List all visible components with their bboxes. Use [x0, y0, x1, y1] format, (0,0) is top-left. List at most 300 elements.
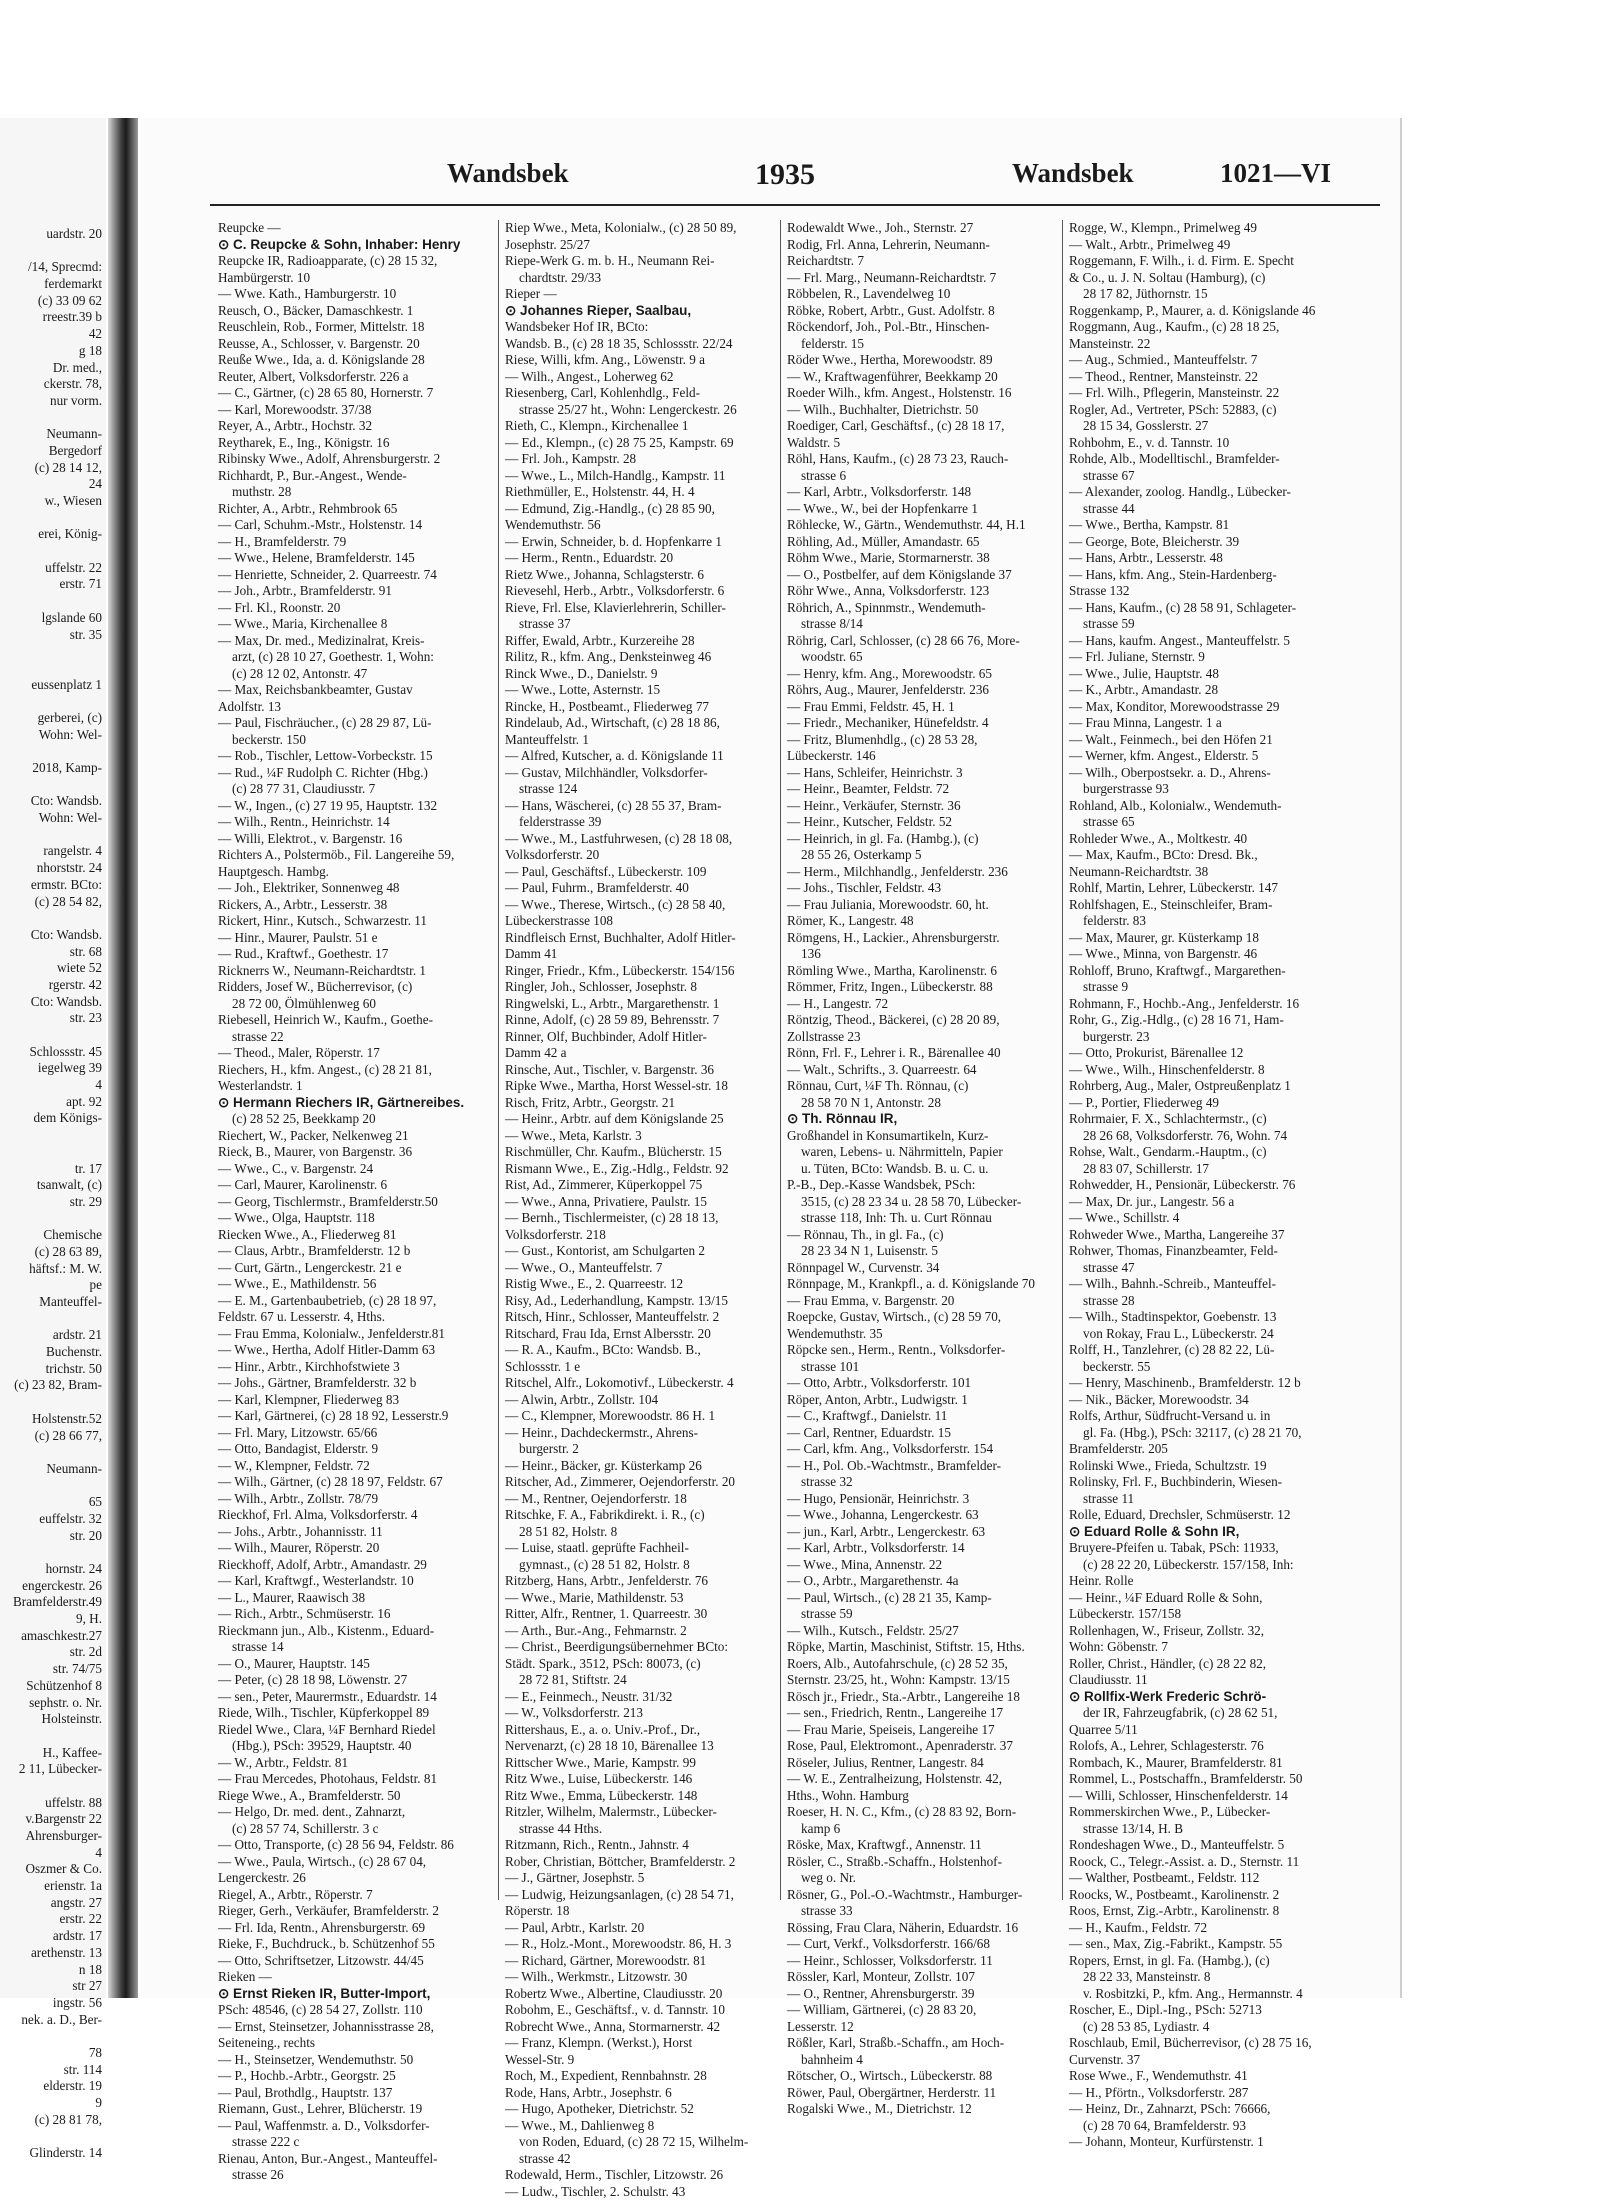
directory-line: — Nik., Bäcker, Morewoodstr. 34	[1069, 1392, 1347, 1409]
directory-line: — Otto, Transporte, (c) 28 56 94, Feldstr. 86	[218, 1837, 496, 1854]
directory-line: Ritzler, Wilhelm, Malermstr., Lübecker-	[505, 1804, 783, 1821]
directory-line: (c) 28 53 85, Lydiastr. 4	[1069, 2019, 1347, 2036]
directory-line: Reupcke IR, Radioapparate, (c) 28 15 32,	[218, 253, 496, 270]
directory-line: — P., Portier, Fliederweg 49	[1069, 1095, 1347, 1112]
directory-line: Rober, Christian, Böttcher, Bramfelderstr. 2	[505, 1854, 783, 1871]
directory-line: — Hans, Arbtr., Lesserstr. 48	[1069, 550, 1347, 567]
directory-line: Rohrmaier, F. X., Schlachtermstr., (c)	[1069, 1111, 1347, 1128]
directory-line: Rievesehl, Herb., Arbtr., Volksdorferstr. 6	[505, 583, 783, 600]
previous-page-fragment: str. 74/75	[0, 1661, 102, 1678]
directory-line: Rinck Wwe., D., Danielstr. 9	[505, 666, 783, 683]
directory-line: strasse 37	[505, 616, 783, 633]
directory-line: — Wilh., Gärtner, (c) 28 18 97, Feldstr. 67	[218, 1474, 496, 1491]
directory-line: — Hinr., Maurer, Paulstr. 51 e	[218, 930, 496, 947]
directory-line: Rittershaus, E., a. o. Univ.-Prof., Dr.,	[505, 1722, 783, 1739]
directory-line: — Wwe., Therese, Wirtsch., (c) 28 58 40,	[505, 897, 783, 914]
directory-line: — Heinr., Schlosser, Volksdorferstr. 11	[787, 1953, 1065, 1970]
directory-line: — Johann, Monteur, Kurfürstenstr. 1	[1069, 2134, 1347, 2151]
directory-line: — Hugo, Apotheker, Dietrichstr. 52	[505, 2101, 783, 2118]
directory-line: Robohm, E., Geschäftsf., v. d. Tannstr. 10	[505, 2002, 783, 2019]
directory-line: Rieckmann jun., Alb., Kistenm., Eduard-	[218, 1623, 496, 1640]
directory-line: Riechers, H., kfm. Angest., (c) 28 21 81,	[218, 1062, 496, 1079]
directory-line: — H., Pol. Ob.-Wachtmstr., Bramfelder-	[787, 1458, 1065, 1475]
directory-line: 28 72 81, Stiftstr. 24	[505, 1672, 783, 1689]
directory-line: Seiteneing., rechts	[218, 2035, 496, 2052]
previous-page-fragment: arethenstr. 13	[0, 1945, 102, 1962]
previous-page-fragment: rreestr.39 b	[0, 309, 102, 326]
previous-page-fragment: Oszmer & Co.	[0, 1861, 102, 1878]
directory-line: 136	[787, 946, 1065, 963]
directory-line: Roocks, W., Postbeamt., Karolinenstr. 2	[1069, 1887, 1347, 1904]
directory-line: — Gustav, Milchhändler, Volksdorfer-	[505, 765, 783, 782]
previous-page-fragment	[0, 1311, 102, 1328]
previous-page-fragment: ingstr. 56	[0, 1995, 102, 2012]
directory-line: strasse 44	[1069, 501, 1347, 518]
directory-line: Riede, Wilh., Tischler, Küpferkoppel 89	[218, 1705, 496, 1722]
directory-line: — Alexander, zoolog. Handlg., Lübecker-	[1069, 484, 1347, 501]
directory-line: Heinr. Rolle	[1069, 1573, 1347, 1590]
directory-line: Hths., Wohn. Hamburg	[787, 1788, 1065, 1805]
directory-line: Quarree 5/11	[1069, 1722, 1347, 1739]
previous-page-fragment: Ahrensburger-	[0, 1828, 102, 1845]
directory-line: Reuße Wwe., Ida, a. d. Königslande 28	[218, 352, 496, 369]
directory-line: Reuter, Albert, Volksdorferstr. 226 a	[218, 369, 496, 386]
directory-line: Rodewaldt Wwe., Joh., Sternstr. 27	[787, 220, 1065, 237]
previous-page-fragment	[0, 410, 102, 427]
directory-line: — W., Arbtr., Feldstr. 81	[218, 1755, 496, 1772]
directory-line: bahnheim 4	[787, 2052, 1065, 2069]
header-rule	[210, 204, 1380, 206]
directory-line: Röhl, Hans, Kaufm., (c) 28 73 23, Rauch-	[787, 451, 1065, 468]
directory-line: von Roden, Eduard, (c) 28 72 15, Wilhelm-	[505, 2134, 783, 2151]
directory-line: Ritschard, Frau Ida, Ernst Albersstr. 20	[505, 1326, 783, 1343]
directory-line: Bruyere-Pfeifen u. Tabak, PSch: 11933,	[1069, 1540, 1347, 1557]
directory-line: — Hans, Schleifer, Heinrichstr. 3	[787, 765, 1065, 782]
directory-line: felderstr. 15	[787, 336, 1065, 353]
directory-line: beckerstr. 150	[218, 732, 496, 749]
previous-page-fragment: häftsf.: M. W.	[0, 1261, 102, 1278]
directory-line: Lengerckestr. 26	[218, 1870, 496, 1887]
previous-page-fragment: str. 2d	[0, 1644, 102, 1661]
directory-line: Roscher, E., Dipl.-Ing., PSch: 52713	[1069, 2002, 1347, 2019]
previous-page-fragment: Cto: Wandsb.	[0, 793, 102, 810]
directory-line: — Wwe., Hertha, Adolf Hitler-Damm 63	[218, 1342, 496, 1359]
directory-line: — Alwin, Arbtr., Zollstr. 104	[505, 1392, 783, 1409]
previous-page-fragment	[0, 510, 102, 527]
previous-page-fragment: rangelstr. 4	[0, 843, 102, 860]
directory-line: — Wwe., M., Dahlienweg 8	[505, 2118, 783, 2135]
directory-line: Rollenhagen, W., Friseur, Zollstr. 32,	[1069, 1623, 1347, 1640]
directory-line: Röhlecke, W., Gärtn., Wendemuthstr. 44, H.1	[787, 517, 1065, 534]
directory-line: Röske, Max, Kraftwgf., Annenstr. 11	[787, 1837, 1065, 1854]
directory-line: — Wwe., Lotte, Asternstr. 15	[505, 682, 783, 699]
directory-line: — Paul, Fischräucher., (c) 28 29 87, Lü-	[218, 715, 496, 732]
previous-page-fragment: engerckestr. 26	[0, 1578, 102, 1595]
directory-line: — Paul, Arbtr., Karlstr. 20	[505, 1920, 783, 1937]
directory-line: — Wwe., Bertha, Kampstr. 81	[1069, 517, 1347, 534]
directory-line: — Frl. Marg., Neumann-Reichardtstr. 7	[787, 270, 1065, 287]
directory-line: — Friedr., Mechaniker, Hünefeldstr. 4	[787, 715, 1065, 732]
directory-line: Rincke, H., Postbeamt., Fliederweg 77	[505, 699, 783, 716]
directory-line: Ridders, Josef W., Bücherrevisor, (c)	[218, 979, 496, 996]
directory-line: weg o. Nr.	[787, 1870, 1065, 1887]
previous-page-fragment: elderstr. 19	[0, 2078, 102, 2095]
previous-page-fragment: g 18	[0, 343, 102, 360]
directory-line: — Wilh., Angest., Loherweg 62	[505, 369, 783, 386]
previous-page-fragment: (c) 28 14 12,	[0, 460, 102, 477]
directory-line: P.-B., Dep.-Kasse Wandsbek, PSch:	[787, 1177, 1065, 1194]
directory-line: Rieckhoff, Adolf, Arbtr., Amandastr. 29	[218, 1557, 496, 1574]
previous-page-fragment: n 18	[0, 1962, 102, 1979]
directory-line: Rommerskirchen Wwe., P., Lübecker-	[1069, 1804, 1347, 1821]
directory-line: — E. M., Gartenbaubetrieb, (c) 28 18 97,	[218, 1293, 496, 1310]
directory-line: Rönn, Frl. F., Lehrer i. R., Bärenallee 40	[787, 1045, 1065, 1062]
directory-line: felderstr. 83	[1069, 913, 1347, 930]
directory-line: Ritscher, Ad., Zimmerer, Oejendorferstr. 20	[505, 1474, 783, 1491]
directory-line: — Ernst, Steinsetzer, Johannisstrasse 28,	[218, 2019, 496, 2036]
directory-line: 28 58 70 N 1, Antonstr. 28	[787, 1095, 1065, 1112]
directory-line: Sternstr. 23/25, ht., Wohn: Kampstr. 13/15	[787, 1672, 1065, 1689]
directory-line: — Wilh., Oberpostsekr. a. D., Ahrens-	[1069, 765, 1347, 782]
previous-page-fragment: hornstr. 24	[0, 1561, 102, 1578]
directory-line: — Max, Dr. jur., Langestr. 56 a	[1069, 1194, 1347, 1211]
directory-line: — Paul, Wirtsch., (c) 28 21 35, Kamp-	[787, 1590, 1065, 1607]
directory-line: Röpke, Martin, Maschinist, Stiftstr. 15, Hths.	[787, 1639, 1065, 1656]
previous-page-fragment	[0, 2128, 102, 2145]
directory-line: — C., Gärtner, (c) 28 65 80, Hornerstr. 7	[218, 385, 496, 402]
directory-line: strasse 28	[1069, 1293, 1347, 1310]
directory-line: Roeser, H. N. C., Kfm., (c) 28 83 92, Born-	[787, 1804, 1065, 1821]
directory-line: Röntzig, Theod., Bäckerei, (c) 28 20 89,	[787, 1012, 1065, 1029]
directory-line: Rickert, Hinr., Kutsch., Schwarzestr. 11	[218, 913, 496, 930]
directory-line: Zollstrasse 23	[787, 1029, 1065, 1046]
directory-line: Rist, Ad., Zimmerer, Küperkoppel 75	[505, 1177, 783, 1194]
directory-line: Rodewald, Herm., Tischler, Litzowstr. 26	[505, 2167, 783, 2184]
directory-line: Rieper —	[505, 286, 783, 303]
directory-line: — George, Bote, Bleicherstr. 39	[1069, 534, 1347, 551]
directory-line: — Johs., Tischler, Feldstr. 43	[787, 880, 1065, 897]
previous-page-fragment: Cto: Wandsb.	[0, 994, 102, 1011]
directory-line: — C., Kraftwgf., Danielstr. 11	[787, 1408, 1065, 1425]
directory-line: — Bernh., Tischlermeister, (c) 28 18 13,	[505, 1210, 783, 1227]
previous-page-fragment: 2018, Kamp-	[0, 760, 102, 777]
directory-line: — Curt, Gärtn., Lengerckestr. 21 e	[218, 1260, 496, 1277]
previous-page-fragment	[0, 910, 102, 927]
directory-line: — Aug., Schmied., Manteuffelstr. 7	[1069, 352, 1347, 369]
directory-line: Rieth, C., Klempn., Kirchenallee 1	[505, 418, 783, 435]
previous-page-fragment: nhorststr. 24	[0, 860, 102, 877]
directory-line: Rössler, Karl, Monteur, Zollstr. 107	[787, 1969, 1065, 1986]
directory-line: — Max, Maurer, gr. Küsterkamp 18	[1069, 930, 1347, 947]
previous-page-fragment: amaschkestr.27	[0, 1628, 102, 1645]
previous-page-fragment	[0, 1544, 102, 1561]
previous-page-fragment: pe	[0, 1277, 102, 1294]
directory-line: Ringer, Friedr., Kfm., Lübeckerstr. 154/156	[505, 963, 783, 980]
directory-line: — Wwe., Paula, Wirtsch., (c) 28 67 04,	[218, 1854, 496, 1871]
directory-line: Roediger, Carl, Geschäftsf., (c) 28 18 17,	[787, 418, 1065, 435]
directory-line: Ritter, Alfr., Rentner, 1. Quarreestr. 30	[505, 1606, 783, 1623]
directory-line: Riechert, W., Packer, Nelkenweg 21	[218, 1128, 496, 1145]
previous-page-fragment: str. 23	[0, 1010, 102, 1027]
previous-page-fragment: Cto: Wandsb.	[0, 927, 102, 944]
previous-page-fragment: Bramfelderstr.49	[0, 1594, 102, 1611]
directory-line: Manteuffelstr. 1	[505, 732, 783, 749]
previous-page-fragment: 2 11, Lübecker-	[0, 1761, 102, 1778]
directory-line: der IR, Fahrzeugfabrik, (c) 28 62 51,	[1069, 1705, 1347, 1722]
directory-line: Robertz Wwe., Albertine, Claudiusstr. 20	[505, 1986, 783, 2003]
directory-page	[140, 118, 1402, 1998]
previous-page-fragment: w., Wiesen	[0, 493, 102, 510]
previous-page-fragment: nek. a. D., Ber-	[0, 2012, 102, 2029]
directory-line: Rogalski Wwe., M., Dietrichstr. 12	[787, 2101, 1065, 2118]
directory-line: gl. Fa. (Hbg.), PSch: 32117, (c) 28 21 70,	[1069, 1425, 1347, 1442]
directory-line: — Wwe., Schillstr. 4	[1069, 1210, 1347, 1227]
directory-line: — Otto, Prokurist, Bärenallee 12	[1069, 1045, 1347, 1062]
previous-page-fragment: Neumann-	[0, 426, 102, 443]
directory-line: strasse 118, Inh: Th. u. Curt Rönnau	[787, 1210, 1065, 1227]
directory-line: strasse 47	[1069, 1260, 1347, 1277]
directory-line: — Heinr., Arbtr. auf dem Königslande 25	[505, 1111, 783, 1128]
directory-line: — Heinr., Bäcker, gr. Küsterkamp 26	[505, 1458, 783, 1475]
directory-line: — Max, Kaufm., BCto: Dresd. Bk.,	[1069, 847, 1347, 864]
previous-page-fragment: sephstr. o. Nr.	[0, 1695, 102, 1712]
directory-line: — Frl. Ida, Rentn., Ahrensburgerstr. 69	[218, 1920, 496, 1937]
previous-page-fragment: str. 68	[0, 944, 102, 961]
previous-page-fragment: 9	[0, 2095, 102, 2112]
page-title-left: Wandsbek	[447, 158, 569, 189]
directory-line: — Johs., Gärtner, Bramfelderstr. 32 b	[218, 1375, 496, 1392]
directory-line: — Herm., Rentn., Eduardstr. 20	[505, 550, 783, 567]
previous-page-fragment: 4	[0, 1845, 102, 1862]
directory-line: ⊙ Th. Rönnau IR,	[787, 1111, 1065, 1128]
directory-line: Roeder Wilh., kfm. Angest., Holstenstr. 16	[787, 385, 1065, 402]
directory-line: — W., Volksdorferstr. 213	[505, 1705, 783, 1722]
previous-page-fragment: (c) 23 82, Bram-	[0, 1377, 102, 1394]
previous-page-fragment	[0, 1778, 102, 1795]
directory-line: Hauptgesch. Hambg.	[218, 864, 496, 881]
directory-line: — Otto, Arbtr., Volksdorferstr. 101	[787, 1375, 1065, 1392]
directory-line: — Wwe., Maria, Kirchenallee 8	[218, 616, 496, 633]
previous-page-fragment	[0, 1394, 102, 1411]
directory-line: Wandsb. B., (c) 28 18 35, Schlossstr. 22/24	[505, 336, 783, 353]
previous-page-fragment: ermstr. BCto:	[0, 877, 102, 894]
directory-line: strasse 67	[1069, 468, 1347, 485]
directory-line: Volksdorferstr. 20	[505, 847, 783, 864]
directory-line: ⊙ Ernst Rieken IR, Butter-Import,	[218, 1986, 496, 2003]
directory-line: Röhrs, Aug., Maurer, Jenfelderstr. 236	[787, 682, 1065, 699]
directory-line: Mansteinstr. 22	[1069, 336, 1347, 353]
directory-line: Rindelaub, Ad., Wirtschaft, (c) 28 18 86,	[505, 715, 783, 732]
previous-page-fragment	[0, 543, 102, 560]
directory-line: Riepe-Werk G. m. b. H., Neumann Rei-	[505, 253, 783, 270]
directory-line: — O., Maurer, Hauptstr. 145	[218, 1656, 496, 1673]
directory-line: 28 26 68, Volksdorferstr. 76, Wohn. 74	[1069, 1128, 1347, 1145]
directory-line: strasse 42	[505, 2151, 783, 2168]
directory-line: Wendemuthstr. 56	[505, 517, 783, 534]
directory-line: — O., Arbtr., Margarethenstr. 4a	[787, 1573, 1065, 1590]
directory-line: 3515, (c) 28 23 34 u. 28 58 70, Lübecker-	[787, 1194, 1065, 1211]
directory-line: Rommel, L., Postschaffn., Bramfelderstr. 50	[1069, 1771, 1347, 1788]
directory-line: Reuschlein, Rob., Former, Mittelstr. 18	[218, 319, 496, 336]
directory-line: 28 22 33, Mansteinstr. 8	[1069, 1969, 1347, 1986]
previous-page-fragment: Schützenhof 8	[0, 1678, 102, 1695]
directory-line: Ritz Wwe., Luise, Lübeckerstr. 146	[505, 1771, 783, 1788]
directory-line: — E., Feinmech., Neustr. 31/32	[505, 1689, 783, 1706]
directory-line: — Hans, Wäscherei, (c) 28 55 37, Bram-	[505, 798, 783, 815]
directory-line: — W., Ingen., (c) 27 19 95, Hauptstr. 132	[218, 798, 496, 815]
directory-line: Lesserstr. 12	[787, 2019, 1065, 2036]
directory-line: Rötscher, O., Wirtsch., Lübeckerstr. 88	[787, 2068, 1065, 2085]
directory-line: Roggenkamp, P., Maurer, a. d. Königslande 46	[1069, 303, 1347, 320]
directory-line: — W., Kraftwagenführer, Beekkamp 20	[787, 369, 1065, 386]
directory-line: arzt, (c) 28 10 27, Goethestr. 1, Wohn:	[218, 649, 496, 666]
directory-line: — Otto, Schriftsetzer, Litzowstr. 44/45	[218, 1953, 496, 1970]
previous-page-fragment: gerberei, (c)	[0, 710, 102, 727]
directory-line: — Carl, Maurer, Karolinenstr. 6	[218, 1177, 496, 1194]
directory-line: Roller, Christ., Händler, (c) 28 22 82,	[1069, 1656, 1347, 1673]
page-header	[140, 158, 1400, 198]
directory-line: Rieckhof, Frl. Alma, Volksdorferstr. 4	[218, 1507, 496, 1524]
previous-page-fragment	[0, 643, 102, 660]
previous-page-fragment: Schlossstr. 45	[0, 1044, 102, 1061]
directory-line: Ritschel, Alfr., Lokomotivf., Lübeckerstr. 4	[505, 1375, 783, 1392]
directory-line: — Wwe., Julie, Hauptstr. 48	[1069, 666, 1347, 683]
directory-line: Riemann, Gust., Lehrer, Blücherstr. 19	[218, 2101, 496, 2118]
previous-page-fragment: str. 114	[0, 2062, 102, 2079]
directory-line: Römmer, Fritz, Ingen., Lübeckerstr. 88	[787, 979, 1065, 996]
directory-line: — Heinr., Kutscher, Feldstr. 52	[787, 814, 1065, 831]
directory-line: — Richard, Gärtner, Morewoodstr. 81	[505, 1953, 783, 1970]
previous-page-fragment: apt. 92	[0, 1094, 102, 1111]
directory-line: Riese, Willi, kfm. Ang., Löwenstr. 9 a	[505, 352, 783, 369]
directory-line: 28 23 34 N 1, Luisenstr. 5	[787, 1243, 1065, 1260]
directory-line: burgerstr. 23	[1069, 1029, 1347, 1046]
directory-line: Riep Wwe., Meta, Kolonialw., (c) 28 50 89,	[505, 220, 783, 237]
directory-line: — Claus, Arbtr., Bramfelderstr. 12 b	[218, 1243, 496, 1260]
directory-column-1	[218, 220, 496, 1920]
directory-line: Riethmüller, E., Holstenstr. 44, H. 4	[505, 484, 783, 501]
directory-line: Lübeckerstr. 146	[787, 748, 1065, 765]
directory-line: Rinne, Adolf, (c) 28 59 89, Behrensstr. 7	[505, 1012, 783, 1029]
directory-line: — Max, Reichsbankbeamter, Gustav	[218, 682, 496, 699]
previous-page-fragment: str 27	[0, 1978, 102, 1995]
previous-page-fragment: angstr. 27	[0, 1895, 102, 1912]
previous-page-fragment: Holstenstr.52	[0, 1411, 102, 1428]
directory-line: Röwer, Paul, Obergärtner, Herderstr. 11	[787, 2085, 1065, 2102]
directory-line: strasse 11	[1069, 1491, 1347, 1508]
directory-line: Röhm Wwe., Marie, Stormarnerstr. 38	[787, 550, 1065, 567]
previous-page-fragment	[0, 693, 102, 710]
directory-line: Rolle, Eduard, Drechsler, Schmüserstr. 12	[1069, 1507, 1347, 1524]
previous-page-fragment: wiete 52	[0, 960, 102, 977]
directory-line: Rickers, A., Arbtr., Lesserstr. 38	[218, 897, 496, 914]
directory-line: — Hans, Kaufm., (c) 28 58 91, Schlageter-	[1069, 600, 1347, 617]
directory-line: — Karl, Gärtnerei, (c) 28 18 92, Lesserstr.9	[218, 1408, 496, 1425]
directory-line: Roggmann, Aug., Kaufm., (c) 28 18 25,	[1069, 319, 1347, 336]
directory-line: — R., Holz.-Mont., Morewoodstr. 86, H. 3	[505, 1936, 783, 1953]
previous-page-fragment: euffelstr. 32	[0, 1511, 102, 1528]
directory-line: Reusch, O., Bäcker, Damaschkestr. 1	[218, 303, 496, 320]
directory-line: Rohrberg, Aug., Maler, Ostpreußenplatz 1	[1069, 1078, 1347, 1095]
previous-page-fragment: tsanwalt, (c)	[0, 1177, 102, 1194]
previous-page-fragment: Chemische	[0, 1227, 102, 1244]
directory-line: — Carl, Rentner, Eduardstr. 15	[787, 1425, 1065, 1442]
previous-page-fragment	[0, 593, 102, 610]
directory-line: Ropers, Ernst, in gl. Fa. (Hambg.), (c)	[1069, 1953, 1347, 1970]
directory-line: (c) 28 70 64, Bramfelderstr. 93	[1069, 2118, 1347, 2135]
directory-line: Reupcke —	[218, 220, 496, 237]
previous-page-fragment: erstr. 71	[0, 576, 102, 593]
previous-page-fragment: uffelstr. 88	[0, 1795, 102, 1812]
previous-page-fragment: (c) 28 81 78,	[0, 2112, 102, 2129]
directory-line: — Johs., Arbtr., Johannisstr. 11	[218, 1524, 496, 1541]
directory-line: — Ludwig, Heizungsanlagen, (c) 28 54 71,	[505, 1887, 783, 1904]
directory-line: — Frau Emmi, Feldstr. 45, H. 1	[787, 699, 1065, 716]
directory-line: Rohwer, Thomas, Finanzbeamter, Feld-	[1069, 1243, 1347, 1260]
directory-line: — Joh., Arbtr., Bramfelderstr. 91	[218, 583, 496, 600]
previous-page-fragment	[0, 743, 102, 760]
directory-line: Volksdorferstr. 218	[505, 1227, 783, 1244]
directory-line: — Christ., Beerdigungsübernehmer BCto:	[505, 1639, 783, 1656]
directory-line: — Hugo, Pensionär, Heinrichstr. 3	[787, 1491, 1065, 1508]
directory-line: — Wwe., L., Milch-Handlg., Kampstr. 11	[505, 468, 783, 485]
directory-line: Röseler, Julius, Rentner, Langestr. 84	[787, 1755, 1065, 1772]
directory-line: Adolfstr. 13	[218, 699, 496, 716]
directory-line: — Otto, Bandagist, Elderstr. 9	[218, 1441, 496, 1458]
directory-line: — Walt., Arbtr., Primelweg 49	[1069, 237, 1347, 254]
directory-line: — Wwe., Mina, Annenstr. 22	[787, 1557, 1065, 1574]
directory-line: beckerstr. 55	[1069, 1359, 1347, 1376]
directory-line: — Wwe., Marie, Mathildenstr. 53	[505, 1590, 783, 1607]
directory-line: Rohr, G., Zig.-Hdlg., (c) 28 16 71, Ham-	[1069, 1012, 1347, 1029]
directory-line: — Frau Mercedes, Photohaus, Feldstr. 81	[218, 1771, 496, 1788]
directory-line: u. Tüten, BCto: Wandsb. B. u. C. u.	[787, 1161, 1065, 1178]
directory-line: — Wilh., Maurer, Röperstr. 20	[218, 1540, 496, 1557]
directory-line: Rösler, C., Straßb.-Schaffn., Holstenhof-	[787, 1854, 1065, 1871]
directory-line: Ritschke, F. A., Fabrikdirekt. i. R., (c)	[505, 1507, 783, 1524]
directory-line: — Helgo, Dr. med. dent., Zahnarzt,	[218, 1804, 496, 1821]
directory-line: (c) 28 57 74, Schillerstr. 3 c	[218, 1821, 496, 1838]
directory-line: — Werner, kfm. Angest., Elderstr. 5	[1069, 748, 1347, 765]
directory-line: — Carl, kfm. Ang., Volksdorferstr. 154	[787, 1441, 1065, 1458]
directory-line: — Wilh., Stadtinspektor, Goebenstr. 13	[1069, 1309, 1347, 1326]
directory-line: ⊙ C. Reupcke & Sohn, Inhaber: Henry	[218, 237, 496, 254]
directory-line: — Wilh., Buchhalter, Dietrichstr. 50	[787, 402, 1065, 419]
directory-line: waren, Lebens- u. Nährmitteln, Papier	[787, 1144, 1065, 1161]
previous-page-fragment: uffelstr. 22	[0, 560, 102, 577]
directory-line: — Rob., Tischler, Lettow-Vorbeckstr. 15	[218, 748, 496, 765]
directory-line: — Erwin, Schneider, b. d. Hopfenkarre 1	[505, 534, 783, 551]
directory-line: Rietz Wwe., Johanna, Schlagsterstr. 6	[505, 567, 783, 584]
directory-line: — Wwe., E., Mathildenstr. 56	[218, 1276, 496, 1293]
directory-line: Rieke, F., Buchdruck., b. Schützenhof 55	[218, 1936, 496, 1953]
directory-line: — Georg, Tischlermstr., Bramfelderstr.50	[218, 1194, 496, 1211]
directory-line: — Heinr., Dachdeckermstr., Ahrens-	[505, 1425, 783, 1442]
directory-line: — Max, Konditor, Morewoodstrasse 29	[1069, 699, 1347, 716]
directory-line: strasse 22	[218, 1029, 496, 1046]
directory-line: — Wwe., M., Lastfuhrwesen, (c) 28 18 08,	[505, 831, 783, 848]
directory-line: — L., Maurer, Raawisch 38	[218, 1590, 496, 1607]
directory-line: — Karl, Morewoodstr. 37/38	[218, 402, 496, 419]
directory-line: Röbbelen, R., Lavendelweg 10	[787, 286, 1065, 303]
directory-line: Roepcke, Gustav, Wirtsch., (c) 28 59 70,	[787, 1309, 1065, 1326]
directory-line: Rösch jr., Friedr., Sta.-Arbtr., Langereihe 18	[787, 1689, 1065, 1706]
directory-line: — Rud., ¼F Rudolph C. Richter (Hbg.)	[218, 765, 496, 782]
directory-line: Rienau, Anton, Bur.-Angest., Manteuffel-	[218, 2151, 496, 2168]
directory-line: Bramfelderstr. 205	[1069, 1441, 1347, 1458]
directory-line: strasse 59	[1069, 616, 1347, 633]
directory-line: Rieken —	[218, 1969, 496, 1986]
